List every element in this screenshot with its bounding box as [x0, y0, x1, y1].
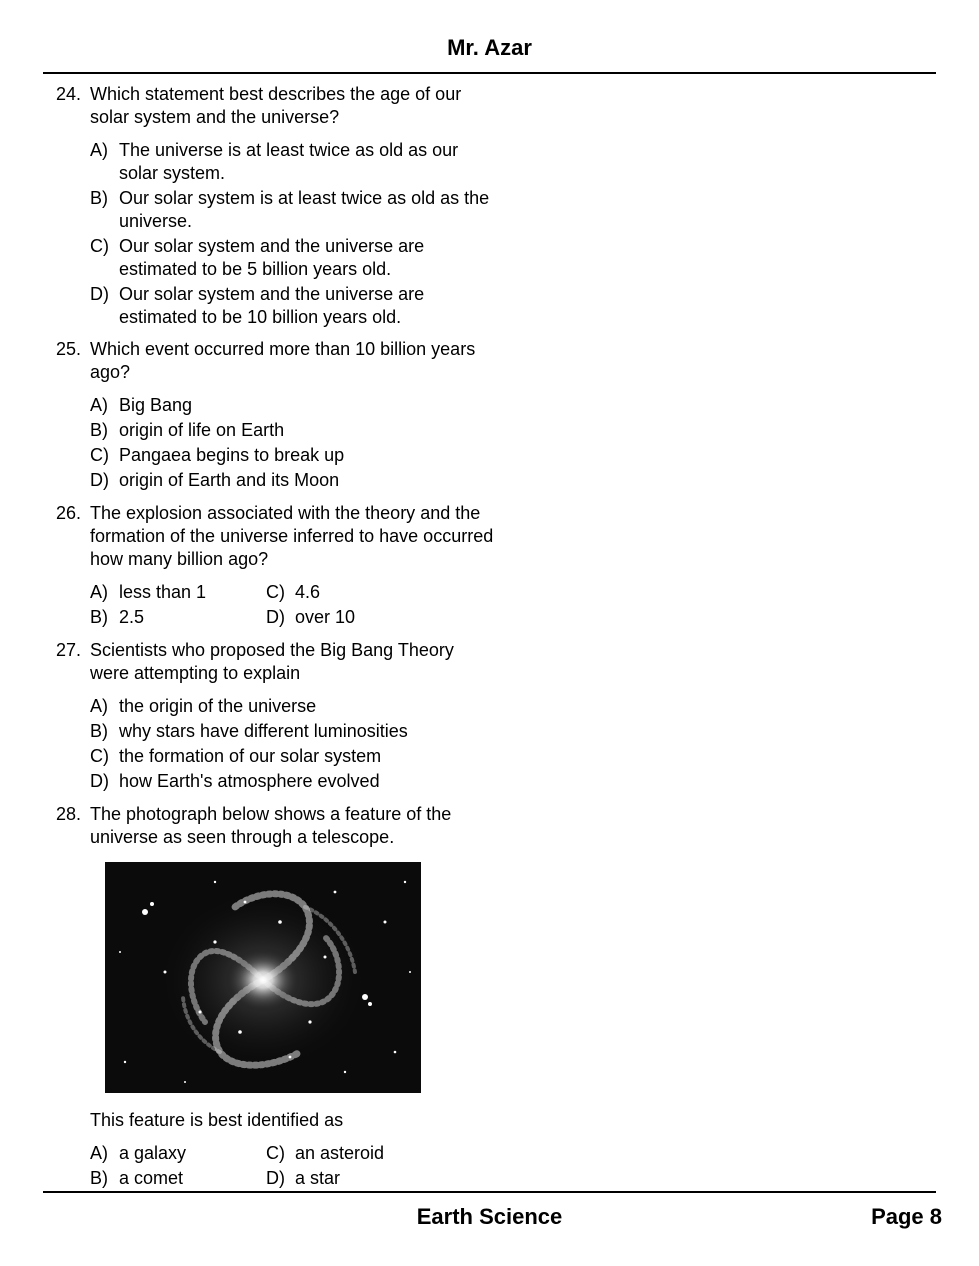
question-text: The photograph below shows a feature of the universe as seen through a telescope.: [90, 804, 452, 847]
question-number: 24.: [56, 84, 82, 104]
question-number: 25.: [56, 339, 82, 359]
choice-d[interactable]: [266, 1167, 442, 1190]
question-stem: [56, 639, 496, 685]
choice-letter: B): [90, 1168, 108, 1188]
spiral-galaxy-image: [105, 862, 421, 1093]
question-text: Which event occurred more than 10 billion years ago?: [90, 339, 476, 382]
question-stem: [56, 502, 496, 571]
choice-letter: B): [90, 607, 108, 627]
page-number: Page 8: [871, 1204, 942, 1229]
choice-letter: A): [90, 140, 108, 160]
choice-c[interactable]: [90, 745, 496, 768]
choice-text: why stars have different luminosities: [119, 721, 408, 741]
choice-text: Our solar system and the universe are estimated to be 10 billion years old.: [119, 284, 425, 327]
question-text: Which statement best describes the age of our solar system and the universe?: [90, 84, 462, 127]
choice-text: the origin of the universe: [119, 696, 317, 716]
choice-d[interactable]: [90, 469, 496, 492]
choice-c[interactable]: [266, 581, 442, 604]
choice-d[interactable]: [266, 606, 442, 629]
choice-b[interactable]: [90, 606, 266, 629]
choice-text: Big Bang: [119, 395, 193, 415]
choice-a[interactable]: [90, 695, 496, 718]
choice-letter: C): [90, 236, 109, 256]
choice-letter: D): [266, 607, 285, 627]
choice-letter: B): [90, 420, 108, 440]
question-24: [56, 83, 496, 331]
choice-b[interactable]: [90, 187, 496, 233]
choice-text: origin of life on Earth: [119, 420, 285, 440]
choice-text: less than 1: [119, 582, 207, 602]
question-number: 28.: [56, 804, 82, 824]
choice-letter: A): [90, 395, 108, 415]
choice-text: over 10: [295, 607, 356, 627]
choice-text: Pangaea begins to break up: [119, 445, 345, 465]
question-followup-text: This feature is best identified as: [90, 1110, 344, 1130]
question-number: 27.: [56, 640, 82, 660]
question-25: [56, 338, 496, 494]
answer-choices: [56, 581, 496, 629]
choice-text: 4.6: [295, 582, 321, 602]
choice-letter: C): [266, 582, 285, 602]
answer-choices: [56, 139, 496, 329]
choice-text: how Earth's atmosphere evolved: [119, 771, 380, 791]
choice-d[interactable]: [90, 283, 496, 329]
question-text: Scientists who proposed the Big Bang Theory were attempting to explain: [90, 640, 454, 683]
question-number: 26.: [56, 503, 82, 523]
choice-letter: B): [90, 188, 108, 208]
choice-b[interactable]: [90, 419, 496, 442]
choice-letter: A): [90, 696, 108, 716]
question-stem: [56, 83, 496, 129]
choice-text: a star: [295, 1168, 341, 1188]
footer-subject: Earth Science: [416, 1204, 563, 1229]
choice-letter: B): [90, 721, 108, 741]
question-stem: [56, 803, 496, 849]
choice-c[interactable]: [90, 444, 496, 467]
choice-letter: C): [90, 746, 109, 766]
question-28-continuation: [90, 1109, 510, 1190]
choice-letter: D): [90, 771, 109, 791]
question-26: [56, 502, 496, 629]
choice-letter: C): [90, 445, 109, 465]
choice-text: an asteroid: [295, 1143, 385, 1163]
answer-choices: [56, 695, 496, 793]
answer-choices: [56, 394, 496, 492]
choice-letter: D): [266, 1168, 285, 1188]
question-27: [56, 639, 496, 795]
galaxy-photograph: [105, 862, 421, 1093]
question-28: [56, 803, 496, 849]
choice-text: Our solar system is at least twice as old as the universe.: [119, 188, 490, 231]
choice-c[interactable]: [266, 1142, 442, 1165]
choice-text: Our solar system and the universe are estimated to be 5 billion years old.: [119, 236, 425, 279]
question-text: The explosion associated with the theory and the formation of the universe inferred to have occurred how many billion ago?: [90, 503, 494, 569]
answer-choices: [90, 1142, 510, 1190]
header-divider: [43, 72, 936, 74]
choice-letter: A): [90, 582, 108, 602]
choice-letter: C): [266, 1143, 285, 1163]
choice-text: a galaxy: [119, 1143, 187, 1163]
choice-text: a comet: [119, 1168, 184, 1188]
choice-a[interactable]: [90, 394, 496, 417]
choice-a[interactable]: [90, 139, 496, 185]
choice-b[interactable]: [90, 720, 496, 743]
choice-d[interactable]: [90, 770, 496, 793]
choice-text: origin of Earth and its Moon: [119, 470, 340, 490]
choice-a[interactable]: [90, 1142, 266, 1165]
choice-text: 2.5: [119, 607, 145, 627]
choice-letter: D): [90, 284, 109, 304]
page-title: Mr. Azar: [447, 35, 532, 60]
choice-letter: D): [90, 470, 109, 490]
choice-b[interactable]: [90, 1167, 266, 1190]
question-stem: [56, 338, 496, 384]
choice-a[interactable]: [90, 581, 266, 604]
choice-text: the formation of our solar system: [119, 746, 382, 766]
choice-text: The universe is at least twice as old as our solar system.: [119, 140, 459, 183]
choice-c[interactable]: [90, 235, 496, 281]
choice-letter: A): [90, 1143, 108, 1163]
footer-divider: [43, 1191, 936, 1193]
